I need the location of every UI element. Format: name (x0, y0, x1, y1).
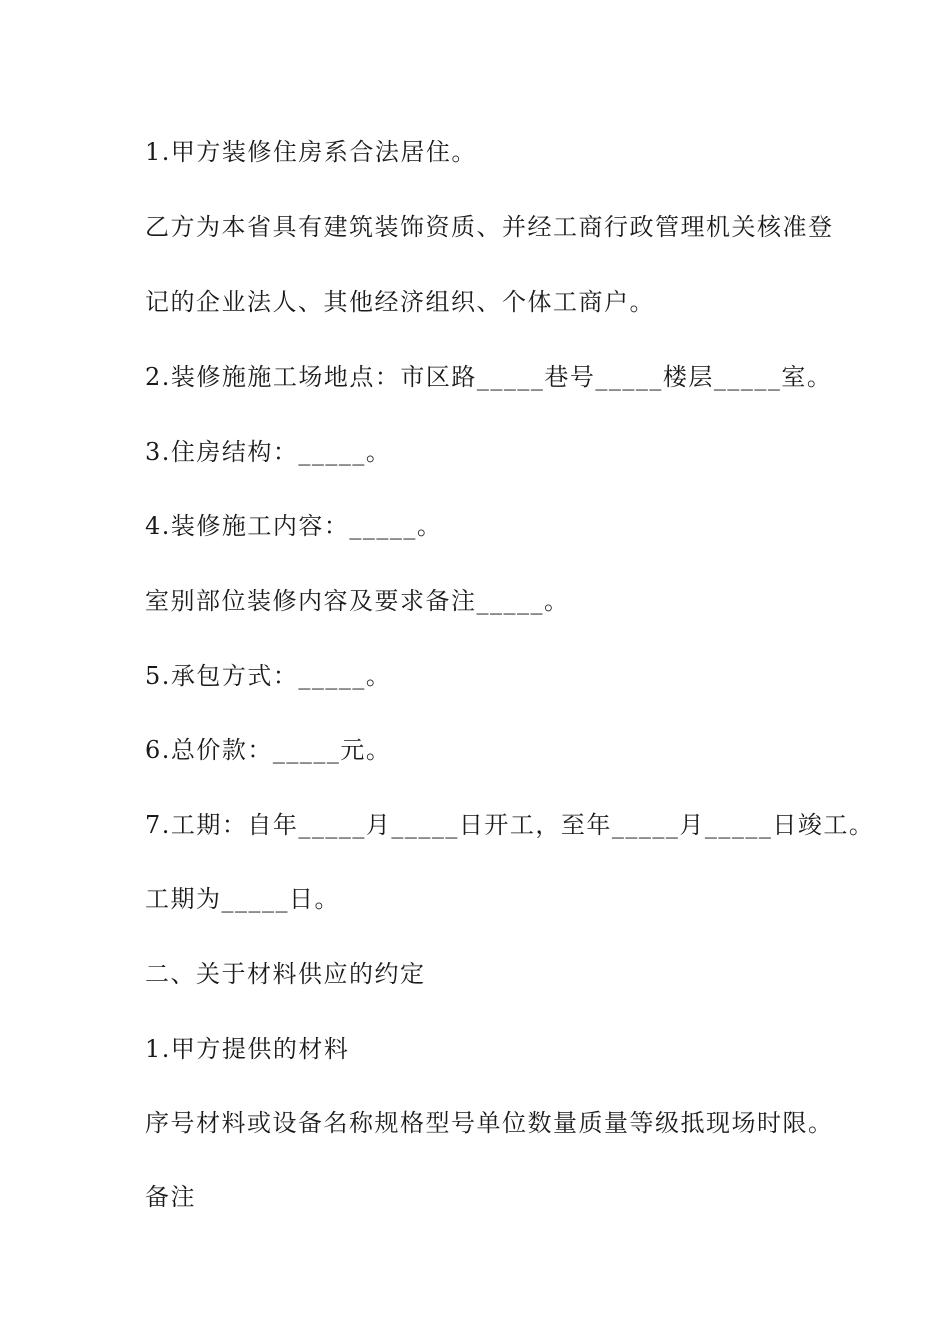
text-line: 乙方为本省具有建筑装饰资质、并经工商行政管理机关核准登 (145, 213, 834, 241)
text-line: 室别部位装修内容及要求备注_____。 (145, 587, 570, 615)
text-line: 6.总价款：_____元。 (145, 736, 392, 764)
text-line: 1.甲方提供的材料 (145, 1035, 350, 1063)
text-line: 记的企业法人、其他经济组织、个体工商户。 (145, 288, 655, 316)
text-line: 备注 (145, 1183, 196, 1211)
text-line: 3.住房结构：_____。 (145, 438, 392, 466)
text-line: 5.承包方式：_____。 (145, 662, 392, 690)
text-line: 2.装修施施工场地点：市区路_____巷号_____楼层_____室。 (145, 363, 833, 391)
text-line: 7.工期：自年_____月_____日开工，至年_____月_____日竣工。 (145, 811, 875, 839)
text-line: 4.装修施工内容：_____。 (145, 512, 443, 540)
text-line: 1.甲方装修住房系合法居住。 (145, 138, 477, 166)
section-heading: 二、关于材料供应的约定 (145, 960, 426, 988)
text-line: 工期为_____日。 (145, 885, 340, 913)
text-line: 序号材料或设备名称规格型号单位数量质量等级抵现场时限。 (145, 1109, 834, 1137)
